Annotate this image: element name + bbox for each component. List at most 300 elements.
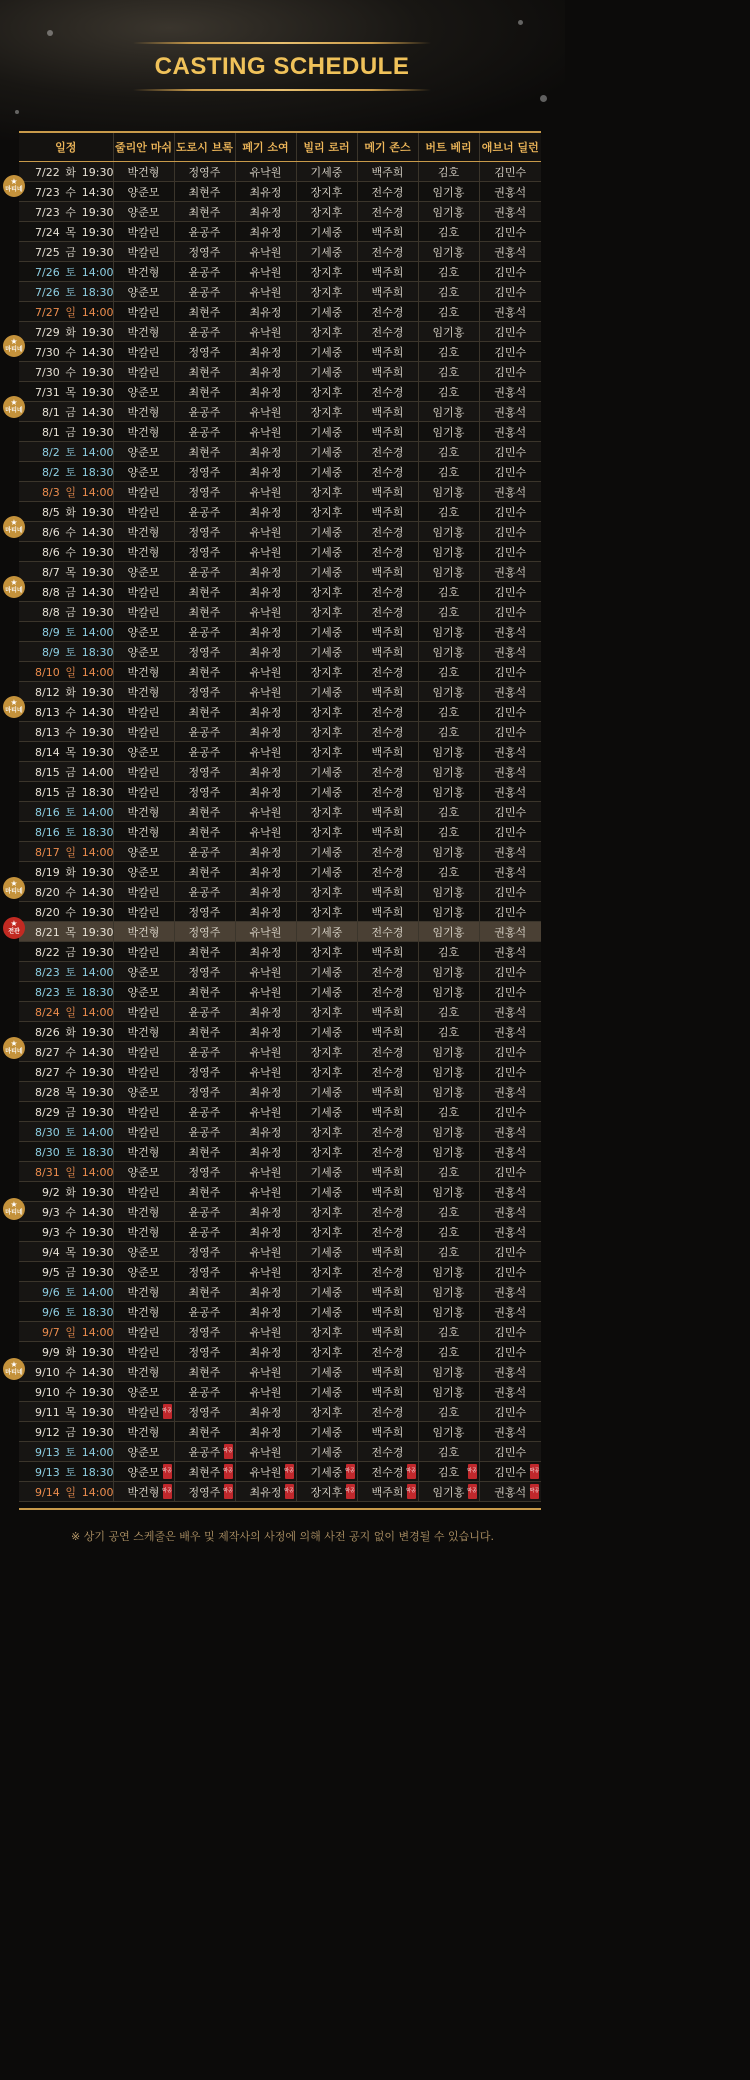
cast-cell — [296, 842, 357, 862]
cast-name: 유낙원 — [249, 1265, 282, 1279]
cast-cell — [418, 162, 479, 182]
table-bottom-rule — [19, 1508, 541, 1510]
cast-name: 양준모 — [127, 205, 160, 219]
table-header-row — [19, 132, 541, 162]
cast-name: 최유정 — [249, 645, 282, 659]
cast-cell — [174, 442, 235, 462]
schedule-day: 수 — [65, 725, 77, 739]
cast-name: 최유정 — [249, 205, 282, 219]
cast-cell — [174, 562, 235, 582]
schedule-time: 19:30 — [81, 1385, 114, 1399]
cast-name: 최유정 — [249, 725, 282, 739]
cast-cell — [479, 762, 541, 782]
cast-name: 백주희 — [371, 1185, 404, 1199]
cast-cell — [479, 282, 541, 302]
schedule-cell — [19, 822, 113, 842]
schedule-date: 8/5 — [42, 505, 60, 519]
cast-cell — [113, 822, 174, 842]
schedule-day: 수 — [65, 705, 77, 719]
cast-cell — [479, 542, 541, 562]
schedule-cell — [19, 202, 113, 222]
schedule-time: 14:00 — [81, 965, 114, 979]
schedule-cell — [19, 782, 113, 802]
table-row — [19, 682, 541, 702]
schedule-time: 14:00 — [81, 445, 114, 459]
cast-name: 정영주 — [188, 1165, 221, 1179]
cast-cell — [479, 1022, 541, 1042]
cast-name: 유낙원 — [249, 745, 282, 759]
bokeh-dot — [540, 95, 547, 102]
matinee-badge — [3, 1358, 25, 1380]
cast-name: 최현주 — [188, 365, 221, 379]
cast-cell — [174, 262, 235, 282]
cast-cell — [418, 1262, 479, 1282]
schedule-cell — [19, 1182, 113, 1202]
cast-cell — [479, 882, 541, 902]
cast-name: 백주희 — [371, 265, 404, 279]
cast-name: 양준모 — [127, 1085, 160, 1099]
cast-cell — [113, 1402, 174, 1422]
cast-name: 전수경 — [371, 185, 404, 199]
matinee-badge — [3, 396, 25, 418]
cast-name: 백주희 — [371, 1305, 404, 1319]
cast-cell — [235, 622, 296, 642]
table-row — [19, 1182, 541, 1202]
schedule-cell — [19, 502, 113, 522]
cast-name: 최유정 — [249, 585, 282, 599]
table-row — [19, 662, 541, 682]
cast-cell — [174, 922, 235, 942]
cast-name: 정영주 — [188, 465, 221, 479]
cast-cell — [174, 642, 235, 662]
cast-name: 김민수 — [494, 545, 527, 559]
cast-cell — [357, 1102, 418, 1122]
cast-cell — [357, 1062, 418, 1082]
schedule-cell — [19, 702, 113, 722]
cast-name: 김호 — [437, 305, 460, 319]
star-icon: ★ — [10, 1360, 18, 1369]
schedule-cell — [19, 902, 113, 922]
cast-cell — [174, 1062, 235, 1082]
cast-cell — [235, 1282, 296, 1302]
cast-cell — [235, 402, 296, 422]
schedule-day: 화 — [65, 865, 77, 879]
cast-cell — [113, 982, 174, 1002]
cast-cell — [357, 1262, 418, 1282]
schedule-date: 9/14 — [35, 1485, 60, 1499]
header-peggy-sawyer: 페기 소여 — [235, 132, 296, 162]
cast-cell — [418, 1002, 479, 1022]
cast-cell — [235, 162, 296, 182]
cast-cell — [235, 762, 296, 782]
cast-name: 박칼린 — [127, 505, 160, 519]
cast-cell — [479, 162, 541, 182]
cast-name: 김호 — [437, 1345, 460, 1359]
cast-name: 김호 — [437, 945, 460, 959]
cast-cell — [418, 582, 479, 602]
cast-name: 정영주 — [188, 1085, 221, 1099]
schedule-date: 7/25 — [35, 245, 60, 259]
schedule-cell — [19, 942, 113, 962]
cast-name: 김호 — [437, 605, 460, 619]
cast-cell — [235, 1202, 296, 1222]
cast-name: 유낙원 — [249, 985, 282, 999]
cast-cell — [357, 582, 418, 602]
cast-cell — [418, 742, 479, 762]
cast-cell — [174, 1102, 235, 1122]
cast-cell — [357, 802, 418, 822]
schedule-cell — [19, 1102, 113, 1122]
cast-name: 김호 — [437, 585, 460, 599]
star-icon: ★ — [10, 518, 18, 527]
cast-cell — [296, 642, 357, 662]
table-row — [19, 482, 541, 502]
schedule-day: 수 — [65, 185, 77, 199]
cast-name: 권홍석 — [494, 485, 527, 499]
cast-name: 전수경 — [371, 985, 404, 999]
cast-name: 양준모 — [127, 185, 160, 199]
cast-cell — [479, 1342, 541, 1362]
cast-name: 임기홍 — [432, 1085, 465, 1099]
schedule-time: 19:30 — [81, 605, 114, 619]
cast-name: 정영주 — [188, 245, 221, 259]
schedule-cell — [19, 1402, 113, 1422]
cast-name: 박칼린 — [127, 765, 160, 779]
cast-cell — [357, 362, 418, 382]
table-row — [19, 242, 541, 262]
badge-label: 전관 — [8, 928, 20, 935]
cast-cell — [235, 822, 296, 842]
cast-cell — [357, 822, 418, 842]
cast-name: 전수경 — [371, 845, 404, 859]
cast-cell — [479, 822, 541, 842]
schedule-time: 19:30 — [81, 1085, 114, 1099]
schedule-day: 토 — [65, 805, 77, 819]
cast-cell — [235, 502, 296, 522]
cast-cell — [113, 482, 174, 502]
cast-cell — [296, 282, 357, 302]
table-row — [19, 422, 541, 442]
schedule-cell — [19, 542, 113, 562]
cast-name: 백주희 — [371, 945, 404, 959]
cast-cell — [418, 422, 479, 442]
schedule-date: 8/23 — [35, 965, 60, 979]
table-row — [19, 322, 541, 342]
cast-name: 정영주 — [188, 765, 221, 779]
cast-name: 김민수 — [494, 285, 527, 299]
table-row — [19, 1202, 541, 1222]
cast-name: 권홍석 — [494, 645, 527, 659]
table-row — [19, 1242, 541, 1262]
cast-cell — [418, 1242, 479, 1262]
cast-cell — [296, 1402, 357, 1422]
schedule-day: 수 — [65, 1365, 77, 1379]
cast-cell — [235, 862, 296, 882]
cast-name: 권홍석 — [494, 785, 527, 799]
cast-name: 양준모 — [127, 745, 160, 759]
cast-name: 박칼린 — [127, 1065, 160, 1079]
schedule-day: 수 — [65, 525, 77, 539]
cast-cell — [357, 342, 418, 362]
cast-name: 유낙원 — [249, 485, 282, 499]
cast-name: 박칼린 — [127, 485, 160, 499]
cast-name: 김호 — [437, 705, 460, 719]
cast-name: 권홍석 — [494, 565, 527, 579]
table-row — [19, 702, 541, 722]
cast-cell — [113, 522, 174, 542]
schedule-time: 18:30 — [81, 1465, 114, 1479]
schedule-date: 8/30 — [35, 1145, 60, 1159]
cast-name: 김호 — [437, 1025, 460, 1039]
cast-cell — [296, 1082, 357, 1102]
cast-name: 최현주 — [188, 1025, 221, 1039]
cast-name: 김민수 — [494, 1045, 527, 1059]
cast-name: 기세중 — [310, 1165, 343, 1179]
cast-cell — [357, 1022, 418, 1042]
cast-cell — [296, 1062, 357, 1082]
cast-cell — [418, 982, 479, 1002]
schedule-cell — [19, 602, 113, 622]
schedule-date: 8/7 — [42, 565, 60, 579]
cast-cell — [113, 762, 174, 782]
cast-name: 기세중 — [310, 865, 343, 879]
schedule-time: 19:30 — [81, 1025, 114, 1039]
cast-cell — [418, 302, 479, 322]
cast-cell — [113, 502, 174, 522]
cast-name: 정영주 — [188, 1265, 221, 1279]
cast-name: 임기홍 — [432, 525, 465, 539]
table-row — [19, 382, 541, 402]
table-row — [19, 202, 541, 222]
cast-cell — [113, 402, 174, 422]
cast-cell — [357, 322, 418, 342]
cast-name: 양준모 — [127, 1265, 160, 1279]
schedule-day: 일 — [65, 1325, 77, 1339]
table-row — [19, 1082, 541, 1102]
cast-cell — [418, 342, 479, 362]
cast-name: 장지후 — [310, 665, 343, 679]
cast-name: 기세중 — [310, 1105, 343, 1119]
schedule-date: 9/2 — [42, 1185, 60, 1199]
schedule-day: 토 — [65, 1305, 77, 1319]
schedule-date: 7/26 — [35, 285, 60, 299]
last-performance-badge: 막공 — [163, 1484, 172, 1499]
table-row — [19, 502, 541, 522]
cast-name: 기세중 — [310, 225, 343, 239]
schedule-cell — [19, 1382, 113, 1402]
badge-label: 마티네 — [5, 186, 23, 193]
cast-name: 유낙원 — [249, 1365, 282, 1379]
cast-cell — [235, 282, 296, 302]
cast-name: 기세중 — [310, 685, 343, 699]
schedule-date: 8/2 — [42, 445, 60, 459]
schedule-cell — [19, 382, 113, 402]
cast-name: 정영주 — [188, 965, 221, 979]
cast-cell — [235, 702, 296, 722]
cast-cell — [479, 802, 541, 822]
cast-cell — [418, 1182, 479, 1202]
cast-name: 박칼린 — [127, 345, 160, 359]
cast-cell — [235, 562, 296, 582]
cast-name: 백주희 — [371, 345, 404, 359]
cast-name: 유낙원 — [249, 545, 282, 559]
cast-cell — [357, 1162, 418, 1182]
schedule-time: 14:00 — [81, 1165, 114, 1179]
cast-name: 권홍석 — [494, 925, 527, 939]
schedule-cell — [19, 742, 113, 762]
schedule-date: 9/3 — [42, 1205, 60, 1219]
cast-cell — [235, 382, 296, 402]
schedule-date: 8/19 — [35, 865, 60, 879]
schedule-day: 수 — [65, 1045, 77, 1059]
schedule-date: 7/30 — [35, 345, 60, 359]
cast-cell — [296, 262, 357, 282]
schedule-cell — [19, 322, 113, 342]
table-row — [19, 262, 541, 282]
cast-cell — [479, 1282, 541, 1302]
cast-cell — [479, 1262, 541, 1282]
cast-name: 김호 — [437, 1165, 460, 1179]
schedule-day: 토 — [65, 625, 77, 639]
cast-cell — [174, 1222, 235, 1242]
cast-cell — [418, 482, 479, 502]
schedule-date: 7/31 — [35, 385, 60, 399]
cast-name: 김호 — [437, 365, 460, 379]
cast-cell — [174, 1082, 235, 1102]
cast-name: 장지후 — [310, 185, 343, 199]
cast-cell — [357, 562, 418, 582]
cast-cell — [357, 702, 418, 722]
schedule-time: 18:30 — [81, 285, 114, 299]
schedule-day: 화 — [65, 685, 77, 699]
cast-cell — [235, 682, 296, 702]
cast-cell — [479, 622, 541, 642]
cast-cell — [418, 1282, 479, 1302]
cast-cell — [296, 222, 357, 242]
schedule-time: 19:30 — [81, 505, 114, 519]
table-row — [19, 1322, 541, 1342]
cast-cell — [174, 1122, 235, 1142]
cast-name: 최유정 — [249, 705, 282, 719]
cast-name: 박건형 — [127, 1025, 160, 1039]
cast-cell — [296, 302, 357, 322]
cast-cell — [113, 922, 174, 942]
cast-cell — [357, 942, 418, 962]
badge-label: 마티네 — [5, 1369, 23, 1376]
cast-name: 박칼린 — [127, 1105, 160, 1119]
cast-cell — [418, 222, 479, 242]
cast-name: 양준모 — [127, 285, 160, 299]
cast-name: 윤공주 — [188, 225, 221, 239]
schedule-time: 14:30 — [81, 885, 114, 899]
schedule-cell — [19, 422, 113, 442]
cast-name: 기세중 — [310, 565, 343, 579]
cast-cell — [174, 1182, 235, 1202]
cast-name: 윤공주 — [188, 1385, 221, 1399]
schedule-day: 화 — [65, 1025, 77, 1039]
cast-cell — [113, 1182, 174, 1202]
cast-name: 최현주 — [188, 385, 221, 399]
cast-name: 최유정 — [249, 305, 282, 319]
schedule-date: 8/27 — [35, 1065, 60, 1079]
schedule-day: 금 — [65, 1265, 77, 1279]
cast-name: 윤공주 — [188, 745, 221, 759]
schedule-cell — [19, 562, 113, 582]
last-performance-badge: 막공 — [224, 1484, 233, 1499]
cast-cell — [296, 1002, 357, 1022]
cast-cell — [235, 742, 296, 762]
cast-name: 최현주 — [188, 305, 221, 319]
schedule-cell — [19, 1202, 113, 1222]
cast-name: 백주희 — [371, 1005, 404, 1019]
cast-name: 김호 — [437, 445, 460, 459]
schedule-date: 8/13 — [35, 705, 60, 719]
cast-name: 장지후 — [310, 605, 343, 619]
cast-cell — [357, 902, 418, 922]
cast-cell — [174, 302, 235, 322]
cast-cell — [479, 1002, 541, 1022]
cast-cell — [479, 982, 541, 1002]
schedule-cell — [19, 162, 113, 182]
schedule-date: 7/30 — [35, 365, 60, 379]
cast-cell — [296, 1382, 357, 1402]
cast-name: 장지후 — [310, 1345, 343, 1359]
schedule-date: 8/9 — [42, 625, 60, 639]
cast-cell — [418, 922, 479, 942]
cast-name: 김호 — [437, 1005, 460, 1019]
cast-cell — [357, 1082, 418, 1102]
cast-cell — [296, 682, 357, 702]
schedule-time: 14:00 — [81, 265, 114, 279]
cast-name: 전수경 — [371, 525, 404, 539]
cast-cell — [113, 1462, 174, 1482]
cast-name: 박칼린 — [127, 905, 160, 919]
cast-cell — [357, 202, 418, 222]
cast-cell — [357, 1482, 418, 1502]
cast-name: 권홍석 — [494, 425, 527, 439]
cast-name: 기세중 — [310, 1445, 343, 1459]
cast-name: 윤공주 — [188, 1445, 221, 1459]
cast-cell — [296, 702, 357, 722]
cast-cell — [113, 1022, 174, 1042]
cast-name: 박건형 — [127, 325, 160, 339]
cast-cell — [235, 1422, 296, 1442]
last-performance-badge: 막공 — [346, 1484, 355, 1499]
cast-cell — [174, 682, 235, 702]
cast-name: 백주희 — [371, 805, 404, 819]
cast-cell — [235, 982, 296, 1002]
schedule-time: 19:30 — [81, 925, 114, 939]
cast-name: 박칼린 — [127, 605, 160, 619]
schedule-time: 19:30 — [81, 1065, 114, 1079]
schedule-time: 18:30 — [81, 825, 114, 839]
cast-cell — [174, 742, 235, 762]
cast-cell — [357, 762, 418, 782]
cast-cell — [479, 722, 541, 742]
cast-cell — [174, 822, 235, 842]
cast-name: 전수경 — [371, 1445, 404, 1459]
cast-cell — [113, 782, 174, 802]
schedule-cell — [19, 402, 113, 422]
cast-name: 백주희 — [371, 825, 404, 839]
cast-name: 정영주 — [188, 925, 221, 939]
last-performance-badge: 막공 — [224, 1444, 233, 1459]
cast-name: 정영주 — [188, 345, 221, 359]
schedule-day: 금 — [65, 945, 77, 959]
cast-cell — [357, 442, 418, 462]
cast-cell — [235, 482, 296, 502]
cast-name: 백주희 — [371, 1245, 404, 1259]
